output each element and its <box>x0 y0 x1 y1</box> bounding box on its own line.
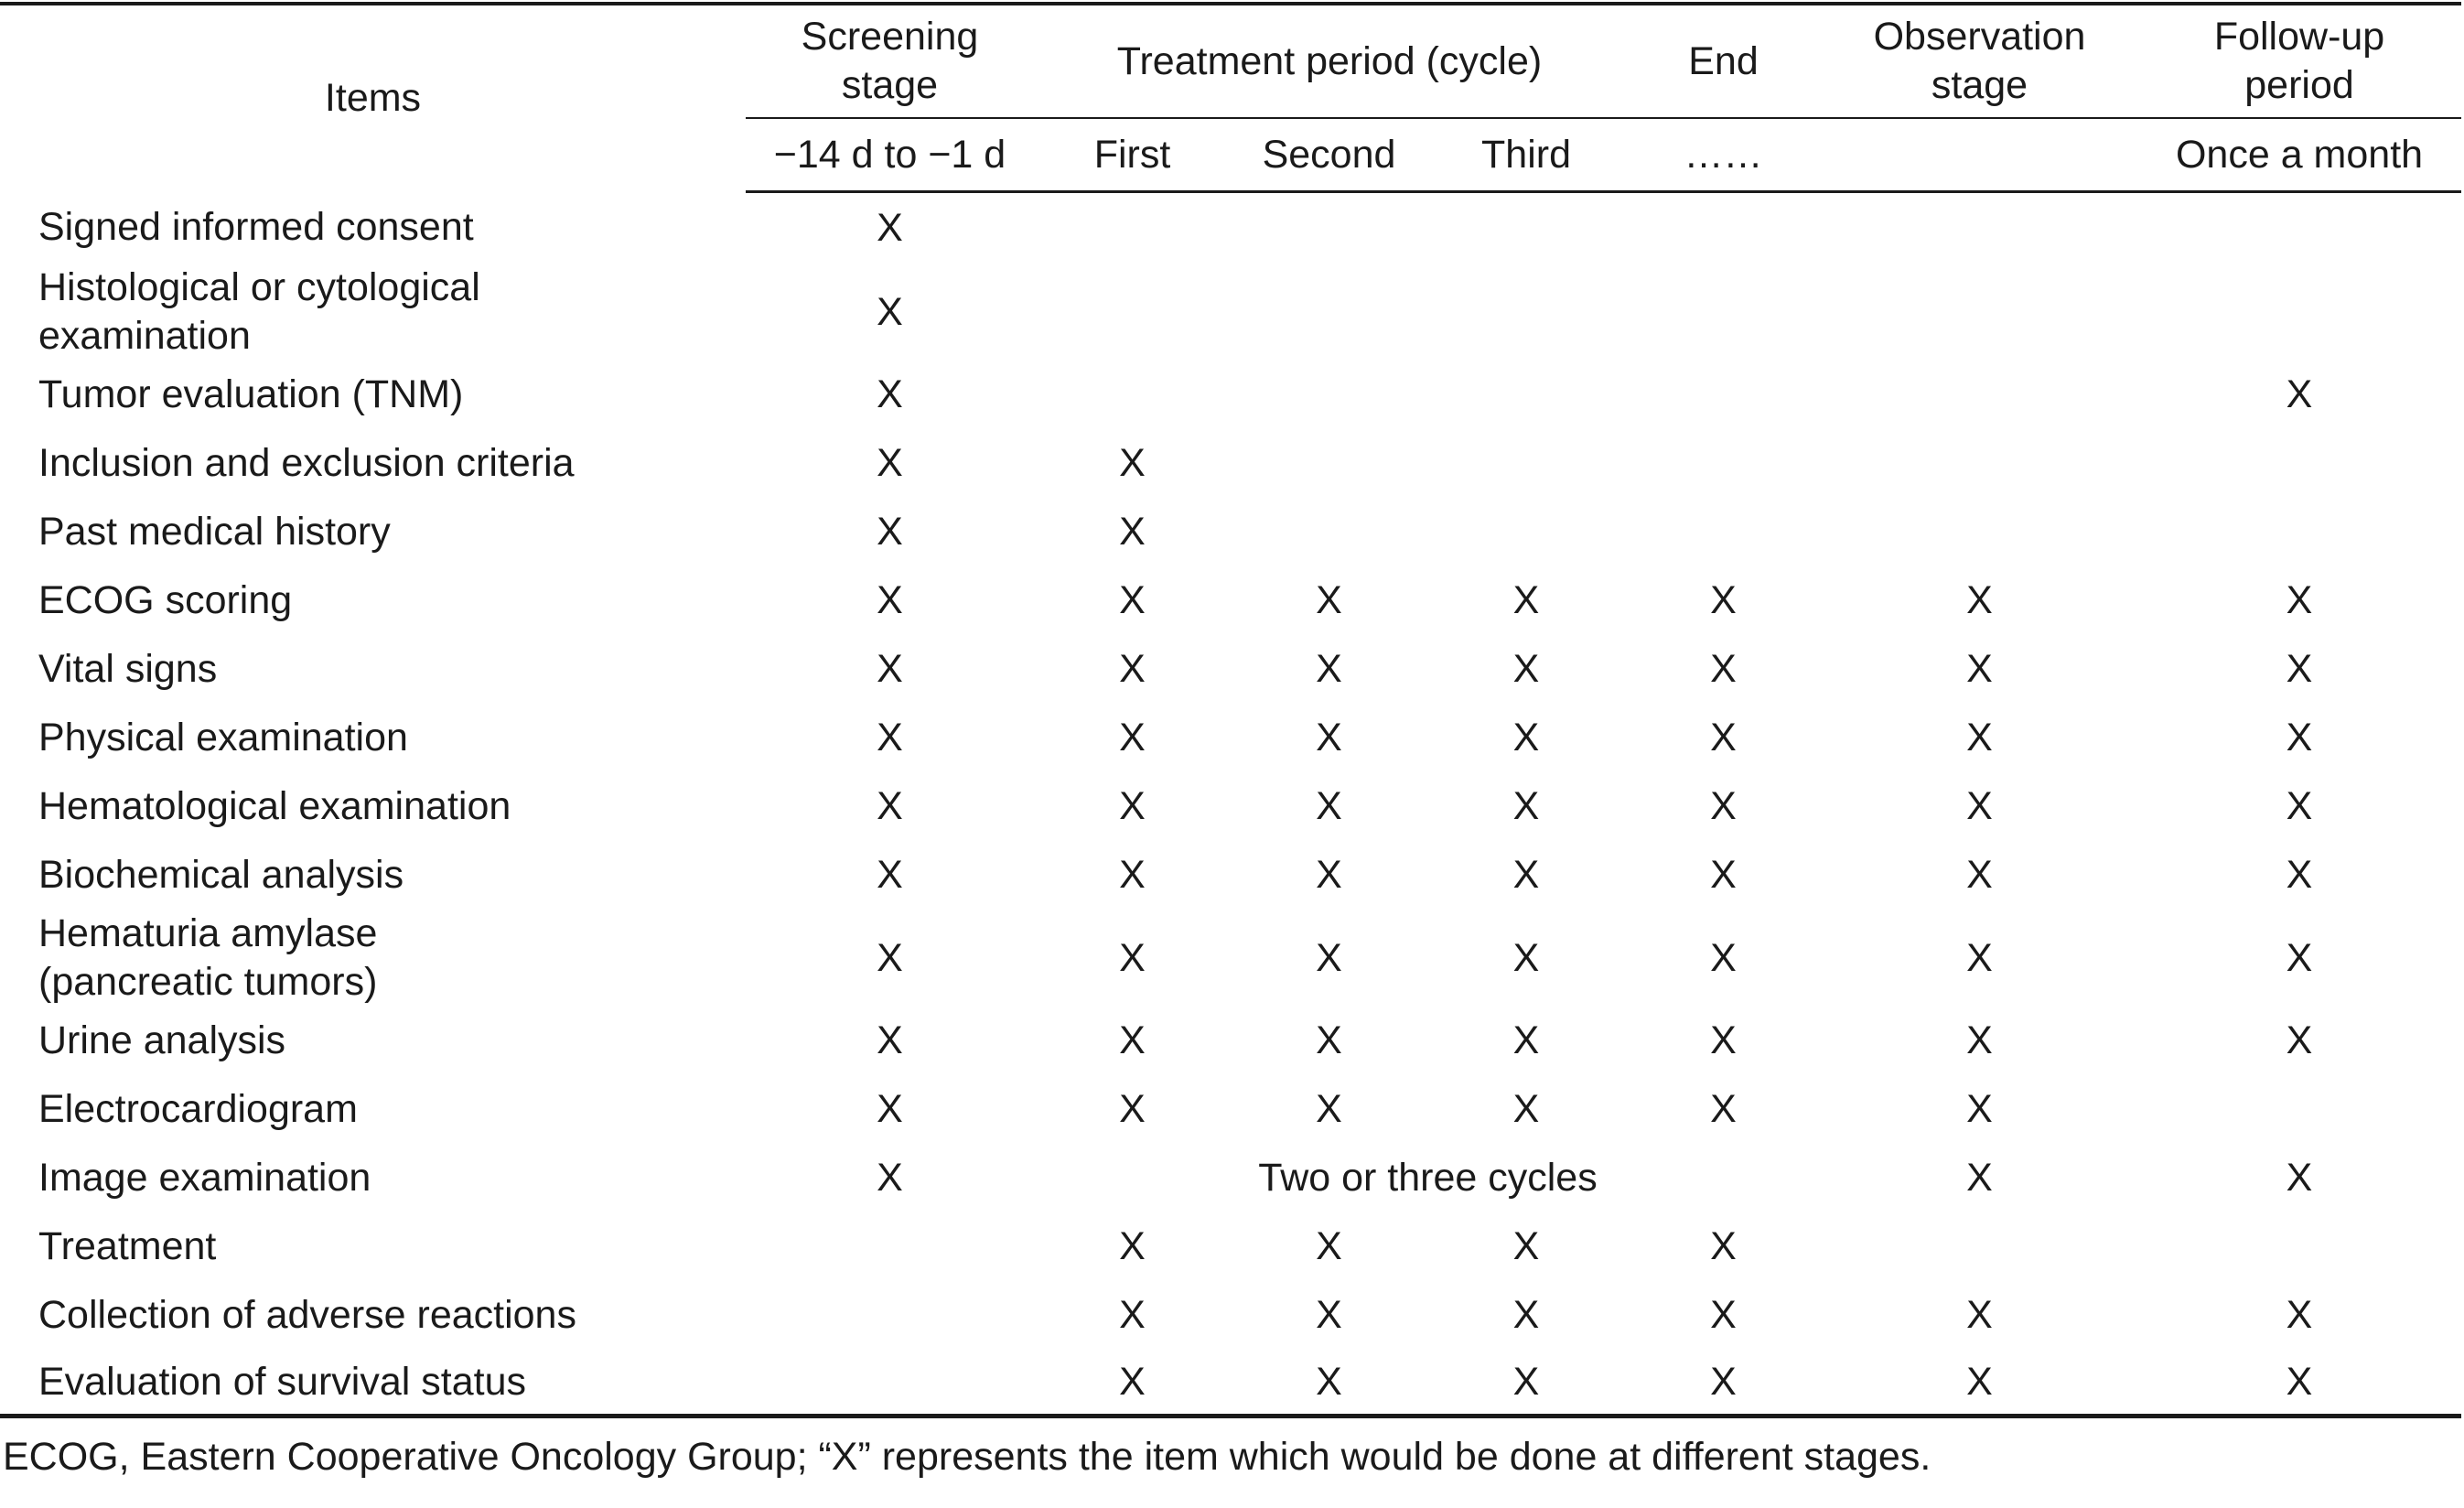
cell-first: X <box>1119 853 1146 897</box>
cell-end: X <box>1710 647 1737 691</box>
header-items: Items <box>0 4 746 192</box>
header-cycle-third: Third <box>1427 118 1625 192</box>
cell-second <box>1231 429 1427 498</box>
cell-first: X <box>1119 1224 1146 1268</box>
cell-screening <box>746 1350 1034 1416</box>
cell-second: X <box>1316 784 1342 828</box>
cell-second: X <box>1316 578 1342 622</box>
cell-follow-up: X <box>2286 1018 2313 1062</box>
row-item-label-text: Hematuria amylase (pancreatic tumors) <box>38 911 378 1004</box>
cell-screening: X <box>877 372 903 416</box>
cell-observation: X <box>1966 853 1993 897</box>
row-item-label: Evaluation of survival status <box>0 1350 746 1416</box>
table-row <box>0 264 2461 361</box>
cell-observation: X <box>1966 1018 1993 1062</box>
cell-follow-up: X <box>2286 853 2313 897</box>
cell-screening: X <box>877 578 903 622</box>
cell-third: X <box>1512 784 1540 828</box>
table-row <box>0 1281 2461 1350</box>
cell-second: X <box>1316 647 1342 691</box>
cell-first <box>1034 192 1231 264</box>
row-item-label-text: Histological or cytological examination <box>38 265 480 358</box>
cell-third: X <box>1512 716 1540 759</box>
header-observation-stage-label: Observation stage <box>1873 15 2086 107</box>
cell-end: X <box>1710 578 1737 622</box>
cell-follow-up: X <box>2137 1350 2461 1416</box>
table-row <box>0 361 2461 429</box>
row-item-label: ECOG scoring <box>38 578 293 622</box>
cell-first <box>1034 264 1231 361</box>
header-follow-up-period <box>2137 4 2461 118</box>
cell-second <box>1231 361 1427 429</box>
cell-end <box>1625 361 1822 429</box>
cell-first: X <box>1119 1087 1146 1131</box>
table-row <box>0 566 2461 635</box>
cell-observation <box>1822 264 2137 361</box>
cell-third: X <box>1427 1350 1625 1416</box>
cell-third: X <box>1512 1224 1540 1268</box>
row-item-label: Treatment <box>38 1224 217 1268</box>
cell-follow-up: X <box>2286 716 2313 759</box>
cell-second: X <box>1316 716 1342 759</box>
cell-second: X <box>1316 1018 1342 1062</box>
cell-follow-up <box>2137 429 2461 498</box>
header-observation-sub <box>1822 118 2137 192</box>
header-follow-up-frequency: Once a month <box>2137 118 2461 192</box>
cell-observation: X <box>1966 784 1993 828</box>
table-row <box>0 910 2461 1007</box>
table-row <box>0 1144 2461 1212</box>
cell-follow-up: X <box>2286 578 2313 622</box>
header-observation-stage <box>1822 4 2137 118</box>
cell-end <box>1625 264 1822 361</box>
cell-third: X <box>1512 853 1540 897</box>
row-item-label: Collection of adverse reactions <box>38 1293 576 1337</box>
cell-third <box>1427 264 1625 361</box>
table-row <box>0 1350 2461 1416</box>
cell-second: X <box>1316 853 1342 897</box>
study-schedule-table <box>0 2 2461 1418</box>
cell-third: X <box>1512 578 1540 622</box>
cell-end: X <box>1710 1018 1737 1062</box>
cell-observation <box>1822 429 2137 498</box>
header-screening-window: −14 d to −1 d <box>746 118 1034 192</box>
row-item-label: Signed informed consent <box>38 205 474 250</box>
cell-end: X <box>1710 1224 1737 1268</box>
cell-second <box>1231 192 1427 264</box>
row-item-label <box>0 264 746 361</box>
cell-observation <box>1822 498 2137 566</box>
cell-screening: X <box>877 1156 903 1200</box>
cell-third: X <box>1512 647 1540 691</box>
row-item-label: Electrocardiogram <box>38 1087 358 1131</box>
cell-first: X <box>1034 1350 1231 1416</box>
cell-end: X <box>1710 784 1737 828</box>
table-row <box>0 498 2461 566</box>
cell-first: X <box>1119 1293 1146 1337</box>
row-item-label: Image examination <box>38 1156 371 1200</box>
cell-screening <box>746 1212 1034 1281</box>
header-follow-up-period-label: Follow-up period <box>2213 15 2385 107</box>
cell-first: X <box>1119 647 1146 691</box>
cell-observation <box>1822 192 2137 264</box>
cell-second: X <box>1316 1087 1342 1131</box>
cell-follow-up: X <box>2286 647 2313 691</box>
cell-follow-up: X <box>2286 372 2313 416</box>
header-cycle-more: …… <box>1625 118 1822 192</box>
cell-end: X <box>1625 1350 1822 1416</box>
cell-follow-up <box>2137 498 2461 566</box>
table-header <box>0 4 2461 192</box>
cell-first <box>1034 361 1231 429</box>
cell-screening: X <box>877 716 903 759</box>
cell-screening: X <box>877 1087 903 1131</box>
row-item-label <box>0 910 746 1007</box>
cell-third: X <box>1512 1293 1540 1337</box>
cell-observation: X <box>1966 935 1993 980</box>
cell-screening: X <box>877 289 903 334</box>
cell-observation: X <box>1966 716 1993 759</box>
cell-screening: X <box>877 853 903 897</box>
cell-end <box>1625 192 1822 264</box>
header-screening-stage-label: Screening stage <box>801 15 979 107</box>
cell-screening: X <box>877 206 903 250</box>
table-row <box>0 1007 2461 1075</box>
table-row <box>0 635 2461 704</box>
cell-follow-up: X <box>2286 1156 2313 1200</box>
cell-observation: X <box>1966 647 1993 691</box>
cell-end: X <box>1710 935 1737 980</box>
row-item-label: Biochemical analysis <box>38 853 404 897</box>
cell-end: X <box>1710 1293 1737 1337</box>
cell-follow-up <box>2137 264 2461 361</box>
table-row <box>0 841 2461 910</box>
cell-observation: X <box>1966 1087 1993 1131</box>
cell-second: X <box>1316 1293 1342 1337</box>
header-cycle-second: Second <box>1231 118 1427 192</box>
header-cycle-first: First <box>1034 118 1231 192</box>
cell-first: X <box>1119 441 1146 485</box>
row-item-label: Physical examination <box>38 716 408 759</box>
cell-observation: X <box>1822 1350 2137 1416</box>
header-screening-stage <box>746 4 1034 118</box>
cell-third <box>1427 498 1625 566</box>
table-body <box>0 192 2461 1416</box>
cell-first: X <box>1119 1018 1146 1062</box>
cell-screening: X <box>877 784 903 828</box>
cell-follow-up <box>2137 1212 2461 1281</box>
cell-end <box>1625 429 1822 498</box>
header-treatment-period: Treatment period (cycle) <box>1034 4 1625 118</box>
table-row <box>0 1075 2461 1144</box>
cell-observation <box>1822 361 2137 429</box>
cell-treatment-span-note: Two or three cycles <box>1258 1156 1598 1200</box>
cell-first: X <box>1119 935 1146 980</box>
cell-first: X <box>1119 578 1146 622</box>
cell-first: X <box>1119 510 1146 554</box>
table-row <box>0 429 2461 498</box>
cell-screening: X <box>877 1018 903 1062</box>
cell-observation: X <box>1966 1293 1993 1337</box>
cell-end: X <box>1710 853 1737 897</box>
cell-follow-up <box>2137 192 2461 264</box>
cell-follow-up <box>2137 1075 2461 1144</box>
table-row <box>0 704 2461 772</box>
cell-third <box>1427 429 1625 498</box>
cell-follow-up: X <box>2286 935 2313 980</box>
cell-third: X <box>1512 935 1540 980</box>
cell-third <box>1427 361 1625 429</box>
table-footnote: ECOG, Eastern Cooperative Oncology Group; “X” represents the item which would be done at different stages. <box>3 1435 1931 1479</box>
cell-follow-up: X <box>2286 784 2313 828</box>
cell-screening: X <box>877 935 903 980</box>
cell-screening: X <box>877 441 903 485</box>
row-item-label: Hematological examination <box>38 784 511 828</box>
header-end: End <box>1625 4 1822 118</box>
cell-second <box>1231 498 1427 566</box>
table-row <box>0 192 2461 264</box>
cell-first: X <box>1119 716 1146 759</box>
cell-screening: X <box>877 647 903 691</box>
cell-follow-up: X <box>2286 1293 2313 1337</box>
row-item-label: Inclusion and exclusion criteria <box>38 441 575 485</box>
cell-third <box>1427 192 1625 264</box>
cell-second <box>1231 264 1427 361</box>
cell-second: X <box>1316 1224 1342 1268</box>
cell-end: X <box>1710 1087 1737 1131</box>
cell-observation: X <box>1966 578 1993 622</box>
table-row <box>0 1212 2461 1281</box>
cell-first: X <box>1119 784 1146 828</box>
row-item-label: Past medical history <box>38 510 391 554</box>
cell-screening <box>746 1281 1034 1350</box>
row-item-label: Tumor evaluation (TNM) <box>38 372 464 416</box>
row-item-label: Vital signs <box>38 647 218 691</box>
cell-screening: X <box>877 510 903 554</box>
header-row-stages <box>0 4 2461 118</box>
cell-third: X <box>1512 1087 1540 1131</box>
cell-second: X <box>1231 1350 1427 1416</box>
row-item-label: Urine analysis <box>38 1018 286 1062</box>
cell-observation <box>1822 1212 2137 1281</box>
cell-second: X <box>1316 935 1342 980</box>
cell-end: X <box>1710 716 1737 759</box>
cell-observation: X <box>1966 1156 1993 1200</box>
cell-third: X <box>1512 1018 1540 1062</box>
cell-end <box>1625 498 1822 566</box>
table-row <box>0 772 2461 841</box>
